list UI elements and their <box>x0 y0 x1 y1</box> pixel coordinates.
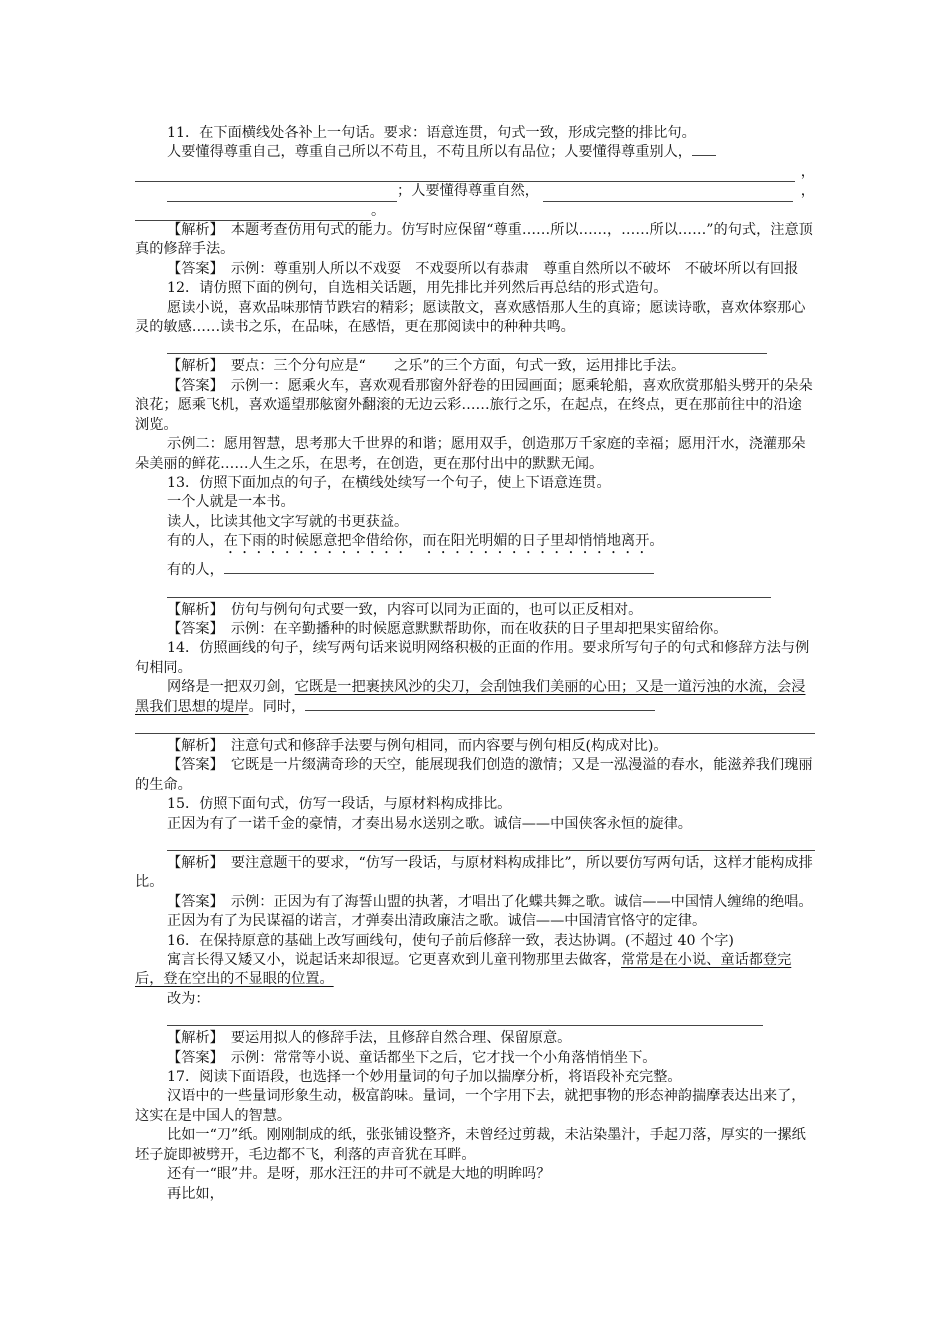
q12-answer-label: 【答案】 <box>167 377 217 394</box>
q12-title: 12．请仿照下面的例句，自选相关话题，用先排比并列然后再总结的形式造句。 <box>167 280 668 297</box>
q11-blank-3b[interactable] <box>135 208 371 221</box>
q14-title: 14．仿照画线的句子，续写两句话来说明网络积极的正面的作用。要求所写句子的句式和修辞方法与例句相同。 <box>135 640 810 676</box>
q13-answer-blank-1[interactable] <box>224 561 654 574</box>
q11-end: 。 <box>371 202 386 219</box>
q12-answer-1 <box>135 377 815 435</box>
q16-answer <box>135 1049 815 1068</box>
q12-answer-blank[interactable] <box>167 339 767 354</box>
q15-title: 15．仿照下面句式，仿写一段话，与原材料构成排比。 <box>167 796 512 813</box>
q13-answer-label: 【答案】 <box>167 620 217 637</box>
q12-analysis-label: 【解析】 <box>167 358 217 375</box>
q12-answer-1-text: 示例一：愿乘火车，喜欢观看那窗外舒卷的田园画面；愿乘轮船，喜欢欣赏那船头劈开的朵朵浪花；愿乘飞机，喜欢遥望那舷窗外翻滚的无边云彩……旅行之乐，在起点，在终点，更在那前往中的沿途浏览。 <box>135 377 813 433</box>
q14-answer-text: 它既是一片缀满奇珍的天空，能展现我们创造的激情；又是一泓漫溢的春水，能滋养我们瑰丽的生命。 <box>135 757 813 793</box>
q14-analysis <box>135 737 815 756</box>
q17-paragraph-2: 比如一“刀”纸。刚刚制成的纸，张张铺设整齐，未曾经过剪裁，未沾染墨汁，手起刀落，厚实的一摞纸坯子旋即被劈开，毛边都不飞，利落的声音犹在耳畔。 <box>135 1127 806 1163</box>
q16-analysis-label: 【解析】 <box>167 1030 217 1047</box>
q11-blank-3a[interactable] <box>543 189 793 202</box>
q11-blank-row-2 <box>135 182 815 201</box>
q16-answer-blank[interactable] <box>167 1011 763 1026</box>
q16-analysis-text: 要运用拟人的修辞手法，且修辞自然合理、保留原意。 <box>230 1030 572 1047</box>
q15-example: 正因为有了一诺千金的豪情，才奏出易水送别之歌。诚信——中国侠客永恒的旋律。 <box>167 815 692 832</box>
q13-dotted-sentence: 在下雨的时候愿意把伞借给你，而在阳光明媚的日子里却悄悄地离开。 <box>223 533 664 550</box>
q11-stem <box>135 143 815 162</box>
q16-stem <box>135 951 815 990</box>
q11-analysis-label: 【解析】 <box>167 222 217 239</box>
q15-answer-label: 【答案】 <box>167 893 217 910</box>
q13-line-1: 一个人就是一本书。 <box>167 494 295 511</box>
q11-blank-2[interactable] <box>167 189 397 202</box>
q12-analysis-text: 要点：三个分句应是“ 之乐”的三个方面，句式一致，运用排比手法。 <box>230 358 686 375</box>
q11-mid-text: ；人要懂得尊重自然， <box>397 183 539 200</box>
q13-line-3 <box>135 532 815 557</box>
q16-title: 16．在保持原意的基础上改写画线句，使句子前后修辞一致，表达协调。(不超过 40 个字) <box>167 932 734 949</box>
q13-title: 13．仿照下面加点的句子，在横线处续写一个句子，使上下语意连贯。 <box>167 474 611 491</box>
q12-answer-2: 示例二：愿用智慧，思考那大千世界的和谐；愿用双手，创造那万千家庭的幸福；愿用汗水，浇灌那朵朵美丽的鲜花……人生之乐，在思考，在创造，更在那付出中的默默无闻。 <box>135 436 806 472</box>
q13-line-4-prefix: 有的人， <box>167 562 224 579</box>
q13-line-3-prefix: 有的人， <box>167 533 224 550</box>
q13-line-2: 读人，比读其他文字写就的书更获益。 <box>167 513 409 530</box>
q12-analysis <box>135 357 815 376</box>
q11-blank-row-1 <box>135 163 815 182</box>
q11-comma-2: ， <box>800 183 815 200</box>
q16-answer-text: 示例：常常等小说、童话都坐下之后，它才找一个小角落悄悄坐下。 <box>230 1049 657 1066</box>
q14-answer-blank-2[interactable] <box>135 719 815 734</box>
q17-paragraph-1: 汉语中的一些量词形象生动，极富韵味。量词，一个字用下去，就把事物的形态神韵揣摩表达出来了，这实在是中国人的智慧。 <box>135 1088 806 1124</box>
q13-line-4 <box>135 561 815 580</box>
q12-example: 愿读小说，喜欢品味那情节跌宕的精彩；愿读散文，喜欢感悟那人生的真谛；愿读诗歌，喜欢体察那心灵的敏感……读书之乐，在品味，在感悟，更在那阅读中的种种共鸣。 <box>135 299 806 336</box>
q16-answer-label: 【答案】 <box>167 1049 217 1066</box>
q11-blank-row-3 <box>135 202 815 221</box>
q17-title: 17．阅读下面语段，也选择一个妙用量词的句子加以揣摩分析，将语段补充完整。 <box>167 1069 682 1086</box>
q13-analysis <box>135 601 815 620</box>
q11-answer <box>135 260 815 279</box>
q14-answer <box>135 756 815 795</box>
q13-analysis-label: 【解析】 <box>167 601 217 618</box>
q11-blank-1a[interactable] <box>692 143 716 156</box>
q15-analysis-label: 【解析】 <box>167 855 217 871</box>
q15-analysis <box>135 854 815 893</box>
q13-answer <box>135 620 815 639</box>
q14-answer-blank-1[interactable] <box>305 698 655 711</box>
q14-analysis-label: 【解析】 <box>167 737 217 754</box>
q16-underlined-sentence: 常常是在小说、童话都登完后，登在空出的不显眼的位置。 <box>135 952 792 988</box>
q15-answer-1-text: 示例：正因为有了海誓山盟的执著，才唱出了化蝶共舞之歌。诚信——中国情人缠绵的绝唱。 <box>230 893 813 910</box>
q11-comma-1: ， <box>800 163 815 180</box>
q14-stem <box>135 678 815 717</box>
q13-answer-blank-2[interactable] <box>167 583 771 598</box>
q14-stem-prefix: 网络是一把双刃剑， <box>167 679 295 696</box>
q17-paragraph-3: 还有一“眼”井。是呀，那水汪汪的井可不就是大地的明眸吗？ <box>167 1166 551 1183</box>
q11-analysis-text: 本题考查仿用句式的能力。仿写时应保留“尊重……所以……，……所以……”的句式，注意顶真的修辞手法。 <box>135 222 813 258</box>
q14-stem-suffix: 。同时， <box>248 698 306 715</box>
q15-answer-1 <box>135 893 815 912</box>
q16-analysis <box>135 1029 815 1048</box>
q16-rewrite-label: 改为： <box>167 990 210 1007</box>
q11-title: 11．在下面横线处各补上一句话。要求：语意连贯，句式一致，形成完整的排比句。 <box>167 125 696 141</box>
q11-analysis <box>135 221 815 260</box>
q11-answer-label: 【答案】 <box>167 260 217 277</box>
q13-analysis-text: 仿句与例句句式要一致，内容可以同为正面的，也可以正反相对。 <box>230 601 643 618</box>
q13-answer-text: 示例：在辛勤播种的时候愿意默默帮助你，而在收获的日子里却把果实留给你。 <box>230 620 728 637</box>
q11-answer-text: 示例：尊重别人所以不戏耍 不戏耍所以有恭肃 尊重自然所以不破坏 不破坏所以有回报 <box>230 260 799 277</box>
document-page <box>135 124 815 1204</box>
q15-analysis-text: 要注意题干的要求，“仿写一段话，与原材料构成排比”，所以要仿写两句话，这样才能构成排比。 <box>135 855 813 891</box>
q15-answer-2: 正因为有了为民谋福的诺言，才弹奏出清政廉洁之歌。诚信——中国清官恪守的定律。 <box>167 913 707 930</box>
q14-answer-label: 【答案】 <box>167 757 217 774</box>
q11-blank-1b[interactable] <box>135 169 795 182</box>
q16-stem-prefix: 寓言长得又矮又小，说起话来却很逗。它更喜欢到儿童刊物那里去做客， <box>167 952 622 969</box>
q14-underlined-sentence: 它既是一把裹挟风沙的尖刀，会刮蚀我们美丽的心田；又是一道污浊的水流，会浸黑我们思想的堤岸 <box>135 679 806 715</box>
q17-paragraph-4: 再比如， <box>167 1185 224 1202</box>
q14-analysis-text: 注意句式和修辞手法要与例句相同，而内容要与例句相反(构成对比)。 <box>230 737 668 754</box>
q11-stem-text: 人要懂得尊重自己，尊重自己所以不苟且，不苟且所以有品位；人要懂得尊重别人， <box>167 144 692 161</box>
q15-answer-blank[interactable] <box>167 836 815 851</box>
